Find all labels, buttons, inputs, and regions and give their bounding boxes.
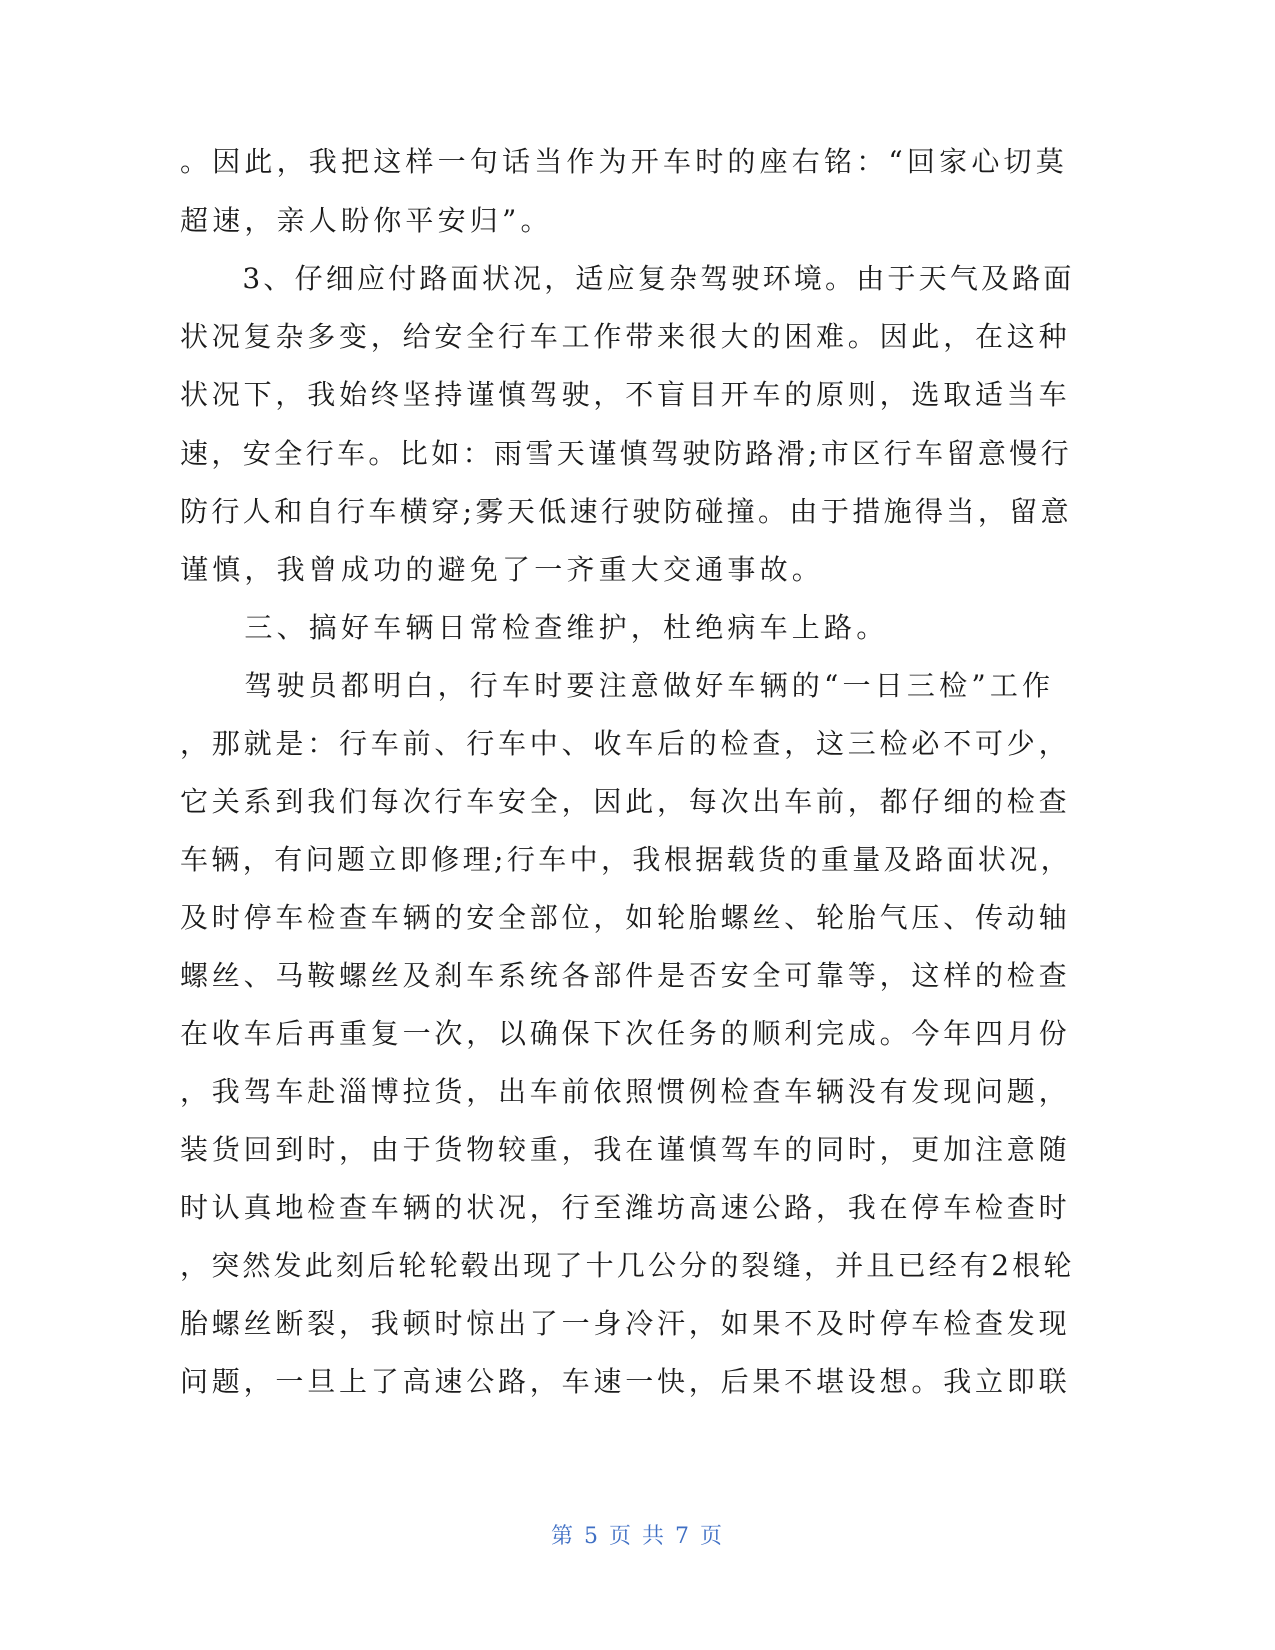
text-line: 状况复杂多变，给安全行车工作带来很大的困难。因此，在这种 bbox=[180, 320, 1071, 353]
text-line: 胎螺丝断裂，我顿时惊出了一身冷汗，如果不及时停车检查发现 bbox=[180, 1307, 1071, 1340]
text-line: 装货回到时，由于货物较重，我在谨慎驾车的同时，更加注意随 bbox=[180, 1133, 1071, 1166]
text-line: 3、仔细应付路面状况，适应复杂驾驶环境。由于天气及路面 bbox=[180, 262, 1075, 295]
text-line: ，那就是：行车前、行车中、收车后的检查，这三检必不可少， bbox=[180, 727, 1071, 760]
text-line: ，突然发此刻后轮轮毂出现了十几公分的裂缝，并且已经有2根轮 bbox=[180, 1249, 1075, 1282]
text-line: 在收车后再重复一次，以确保下次任务的顺利完成。今年四月份 bbox=[180, 1017, 1071, 1050]
text-line: 驾驶员都明白，行车时要注意做好车辆的“一日三检”工作 bbox=[180, 669, 1055, 702]
text-line: 状况下，我始终坚持谨慎驾驶，不盲目开车的原则，选取适当车 bbox=[180, 378, 1071, 411]
text-line: 时认真地检查车辆的状况，行至潍坊高速公路，我在停车检查时 bbox=[180, 1191, 1071, 1224]
text-line: 问题，一旦上了高速公路，车速一快，后果不堪设想。我立即联 bbox=[180, 1365, 1071, 1398]
text-line: 它关系到我们每次行车安全，因此，每次出车前，都仔细的检查 bbox=[180, 785, 1071, 818]
section-heading: 三、搞好车辆日常检查维护，杜绝病车上路。 bbox=[180, 611, 889, 644]
text-line: 。因此，我把这样一句话当作为开车时的座右铭：“回家心切莫 bbox=[180, 145, 1068, 178]
page-number: 第 5 页 共 7 页 bbox=[551, 1524, 724, 1549]
text-line: 及时停车检查车辆的安全部位，如轮胎螺丝、轮胎气压、传动轴 bbox=[180, 901, 1071, 934]
text-line: 谨慎，我曾成功的避免了一齐重大交通事故。 bbox=[180, 553, 825, 586]
text-line: 车辆，有问题立即修理;行车中，我根据载货的重量及路面状况， bbox=[180, 843, 1073, 876]
text-line: 速，安全行车。比如：雨雪天谨慎驾驶防路滑;市区行车留意慢行 bbox=[180, 437, 1073, 470]
text-line: 防行人和自行车横穿;雾天低速行驶防碰撞。由于措施得当，留意 bbox=[180, 495, 1073, 528]
text-line: ，我驾车赴淄博拉货，出车前依照惯例检查车辆没有发现问题， bbox=[180, 1075, 1071, 1108]
text-line: 超速，亲人盼你平安归”。 bbox=[180, 204, 553, 237]
text-line: 螺丝、马鞍螺丝及刹车系统各部件是否安全可靠等，这样的检查 bbox=[180, 959, 1071, 992]
